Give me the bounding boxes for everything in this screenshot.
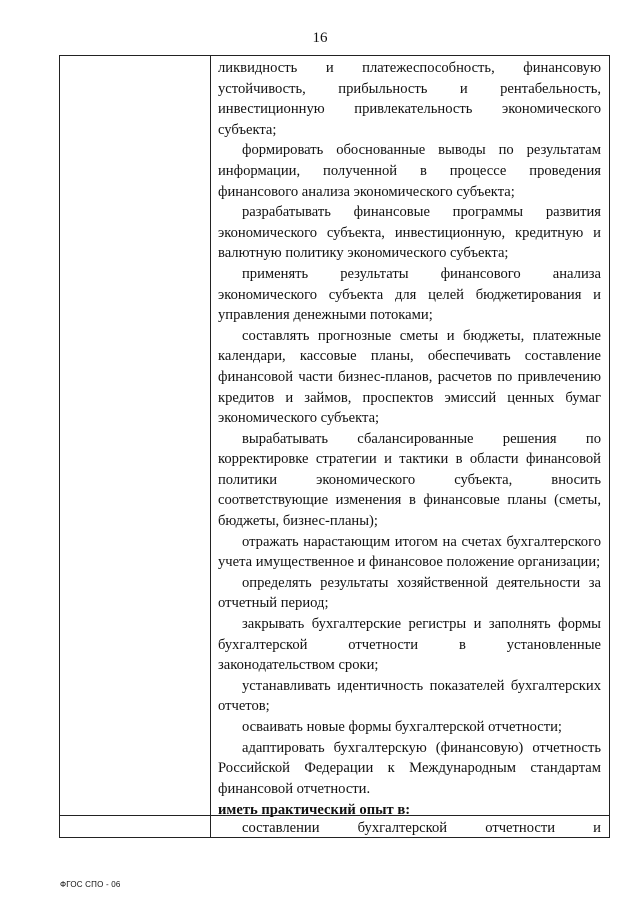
skills-text-cell: [218, 58, 601, 821]
paragraph-11: осваивать новые формы бухгалтерской отчетности;: [242, 719, 562, 735]
paragraph-10: устанавливать идентичность показателей бухгалтерских отчетов;: [218, 677, 601, 715]
paragraph-1: ликвидность и платежеспособность, финансовую устойчивость, прибыльность и рентабельность, инвестиционную привлекательность экономического субъекта;: [218, 60, 601, 138]
continuation-text: составлении бухгалтерской отчетности и: [242, 820, 601, 836]
paragraph-6: вырабатывать сбалансированные решения по корректировке стратегии и тактики в области финансовой политики экономического субъекта, вносить соответствующие изменения в финансовые планы (сметы, бюджеты, бизнес-планы);: [218, 430, 601, 530]
paragraph-5: составлять прогнозные сметы и бюджеты, платежные календари, кассовые планы, обеспечивать составление финансовой части бизнес-планов, расчетов по привлечению кредитов и займов, проспектов эмиссий ценных бумаг экономического субъекта;: [218, 327, 601, 427]
column-divider: [210, 55, 211, 838]
section-heading: иметь практический опыт в:: [218, 802, 411, 819]
paragraph-9: закрывать бухгалтерские регистры и заполнять формы бухгалтерской отчетности в установленные законодательством сроки;: [218, 616, 601, 674]
paragraph-2: формировать обоснованные выводы по результатам информации, полученной в процессе проведения финансового анализа экономического субъекта;: [218, 142, 601, 200]
page-number: 16: [312, 30, 328, 46]
paragraph-8: определять результаты хозяйственной деятельности за отчетный период;: [218, 574, 601, 612]
footer-code: ФГОС СПО - 06: [60, 880, 121, 889]
paragraph-4: применять результаты финансового анализа экономического субъекта для целей бюджетирования и управления денежными потоками;: [218, 265, 601, 324]
paragraph-7: отражать нарастающим итогом на счетах бухгалтерского учета имущественное и финансовое положение организации;: [218, 533, 601, 571]
paragraph-12: адаптировать бухгалтерскую (финансовую) отчетность Российской Федерации к Международным стандартам финансовой отчетности.: [218, 739, 601, 797]
paragraph-3: разрабатывать финансовые программы развития экономического субъекта, инвестиционную, кредитную и валютную политику экономического субъекта;: [218, 204, 601, 262]
